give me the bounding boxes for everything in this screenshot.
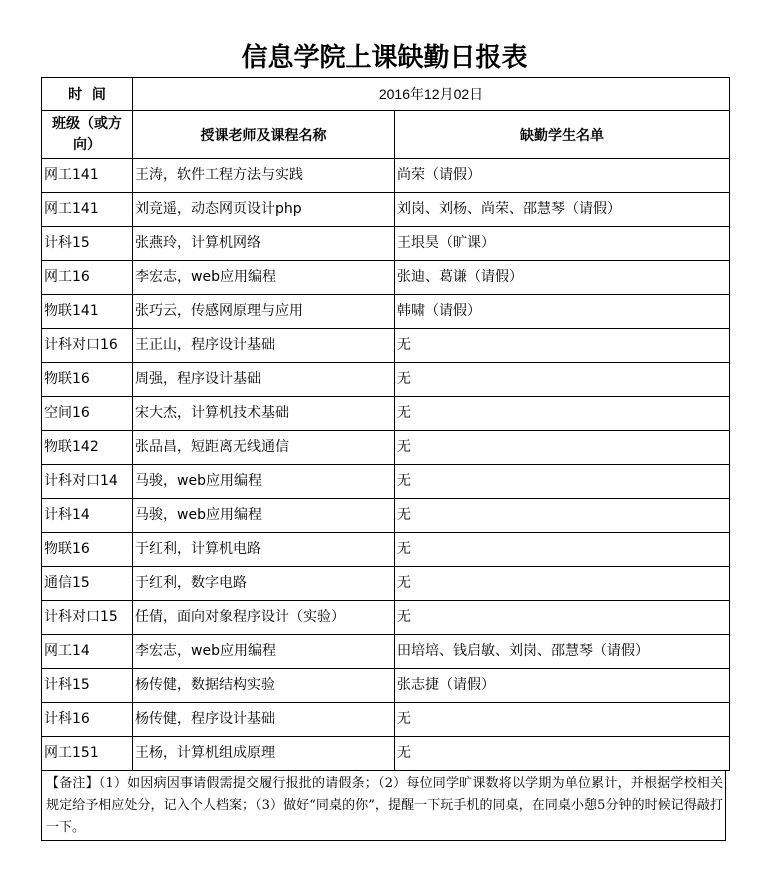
teacher-course-cell: 王杨，计算机组成原理 xyxy=(133,737,395,771)
absent-students-cell: 无 xyxy=(395,431,730,465)
absent-students-cell: 无 xyxy=(395,533,730,567)
class-cell: 计科对口15 xyxy=(42,601,133,635)
teacher-course-cell: 李宏志，web应用编程 xyxy=(133,261,395,295)
table-row xyxy=(42,193,730,227)
absent-students-cell: 无 xyxy=(395,465,730,499)
teacher-course-cell: 马骏，web应用编程 xyxy=(133,465,395,499)
table-row xyxy=(42,295,730,329)
absent-students-cell: 无 xyxy=(395,329,730,363)
table-row xyxy=(42,737,730,771)
col-header-teacher-course: 授课老师及课程名称 xyxy=(133,111,395,159)
absent-students-cell: 刘岗、刘杨、尚荣、邵慧琴（请假） xyxy=(395,193,730,227)
teacher-course-cell: 宋大杰，计算机技术基础 xyxy=(133,397,395,431)
class-cell: 通信15 xyxy=(42,567,133,601)
class-cell: 物联16 xyxy=(42,363,133,397)
class-cell: 计科14 xyxy=(42,499,133,533)
absent-students-cell: 无 xyxy=(395,703,730,737)
absent-students-cell: 王垠昊（旷课） xyxy=(395,227,730,261)
table-row xyxy=(42,261,730,295)
class-cell: 物联141 xyxy=(42,295,133,329)
time-label: 时 间 xyxy=(42,78,133,111)
class-cell: 空间16 xyxy=(42,397,133,431)
col-header-class: 班级（或方向） xyxy=(42,111,133,159)
class-cell: 计科对口16 xyxy=(42,329,133,363)
absent-students-cell: 无 xyxy=(395,601,730,635)
report-title: 信息学院上课缺勤日报表 xyxy=(241,43,528,73)
table-row xyxy=(42,329,730,363)
class-cell: 网工141 xyxy=(42,159,133,193)
table-row xyxy=(42,363,730,397)
teacher-course-cell: 杨传健，程序设计基础 xyxy=(133,703,395,737)
class-cell: 网工16 xyxy=(42,261,133,295)
teacher-course-cell: 杨传健，数据结构实验 xyxy=(133,669,395,703)
table-row xyxy=(42,499,730,533)
table-row xyxy=(42,601,730,635)
teacher-course-cell: 于红利，计算机电路 xyxy=(133,533,395,567)
absent-students-cell: 韩啸（请假） xyxy=(395,295,730,329)
class-cell: 网工151 xyxy=(42,737,133,771)
table-row xyxy=(42,227,730,261)
class-cell: 计科16 xyxy=(42,703,133,737)
table-row xyxy=(42,533,730,567)
table-row xyxy=(42,397,730,431)
absent-students-cell: 田培培、钱启敏、刘岗、邵慧琴（请假） xyxy=(395,635,730,669)
absent-students-cell: 无 xyxy=(395,567,730,601)
class-cell: 计科15 xyxy=(42,669,133,703)
class-cell: 物联16 xyxy=(42,533,133,567)
table-row xyxy=(42,703,730,737)
absent-students-cell: 无 xyxy=(395,737,730,771)
teacher-course-cell: 张巧云，传感网原理与应用 xyxy=(133,295,395,329)
date-row xyxy=(42,78,730,111)
absent-students-cell: 无 xyxy=(395,363,730,397)
teacher-course-cell: 刘竞遥，动态网页设计php xyxy=(133,193,395,227)
teacher-course-cell: 马骏，web应用编程 xyxy=(133,499,395,533)
table-row xyxy=(42,635,730,669)
report-date: 2016年12月02日 xyxy=(133,78,730,111)
teacher-course-cell: 任倩，面向对象程序设计（实验） xyxy=(133,601,395,635)
absent-students-cell: 张迪、葛谦（请假） xyxy=(395,261,730,295)
absent-students-cell: 无 xyxy=(395,499,730,533)
teacher-course-cell: 张品昌，短距离无线通信 xyxy=(133,431,395,465)
teacher-course-cell: 周强，程序设计基础 xyxy=(133,363,395,397)
table-row xyxy=(42,465,730,499)
class-cell: 网工141 xyxy=(42,193,133,227)
teacher-course-cell: 李宏志，web应用编程 xyxy=(133,635,395,669)
column-header-row xyxy=(42,111,730,159)
class-cell: 网工14 xyxy=(42,635,133,669)
col-header-absent: 缺勤学生名单 xyxy=(395,111,730,159)
teacher-course-cell: 张燕玲，计算机网络 xyxy=(133,227,395,261)
absent-students-cell: 无 xyxy=(395,397,730,431)
attendance-table xyxy=(41,77,730,771)
table-row xyxy=(42,159,730,193)
table-row xyxy=(42,431,730,465)
absent-students-cell: 尚荣（请假） xyxy=(395,159,730,193)
notes: 【备注】（1）如因病因事请假需提交履行报批的请假条；（2）每位同学旷课数将以学期为单位累计，并根据学校相关规定给予相应处分，记入个人档案；（3）做好“同桌的你”，提醒一下玩手机的同桌，在同桌小憩5分钟的时候记得敲打一下。 xyxy=(41,770,726,841)
teacher-course-cell: 王涛，软件工程方法与实践 xyxy=(133,159,395,193)
class-cell: 计科对口14 xyxy=(42,465,133,499)
table-row xyxy=(42,669,730,703)
teacher-course-cell: 于红利，数字电路 xyxy=(133,567,395,601)
class-cell: 物联142 xyxy=(42,431,133,465)
class-cell: 计科15 xyxy=(42,227,133,261)
teacher-course-cell: 王正山，程序设计基础 xyxy=(133,329,395,363)
table-row xyxy=(42,567,730,601)
absent-students-cell: 张志捷（请假） xyxy=(395,669,730,703)
